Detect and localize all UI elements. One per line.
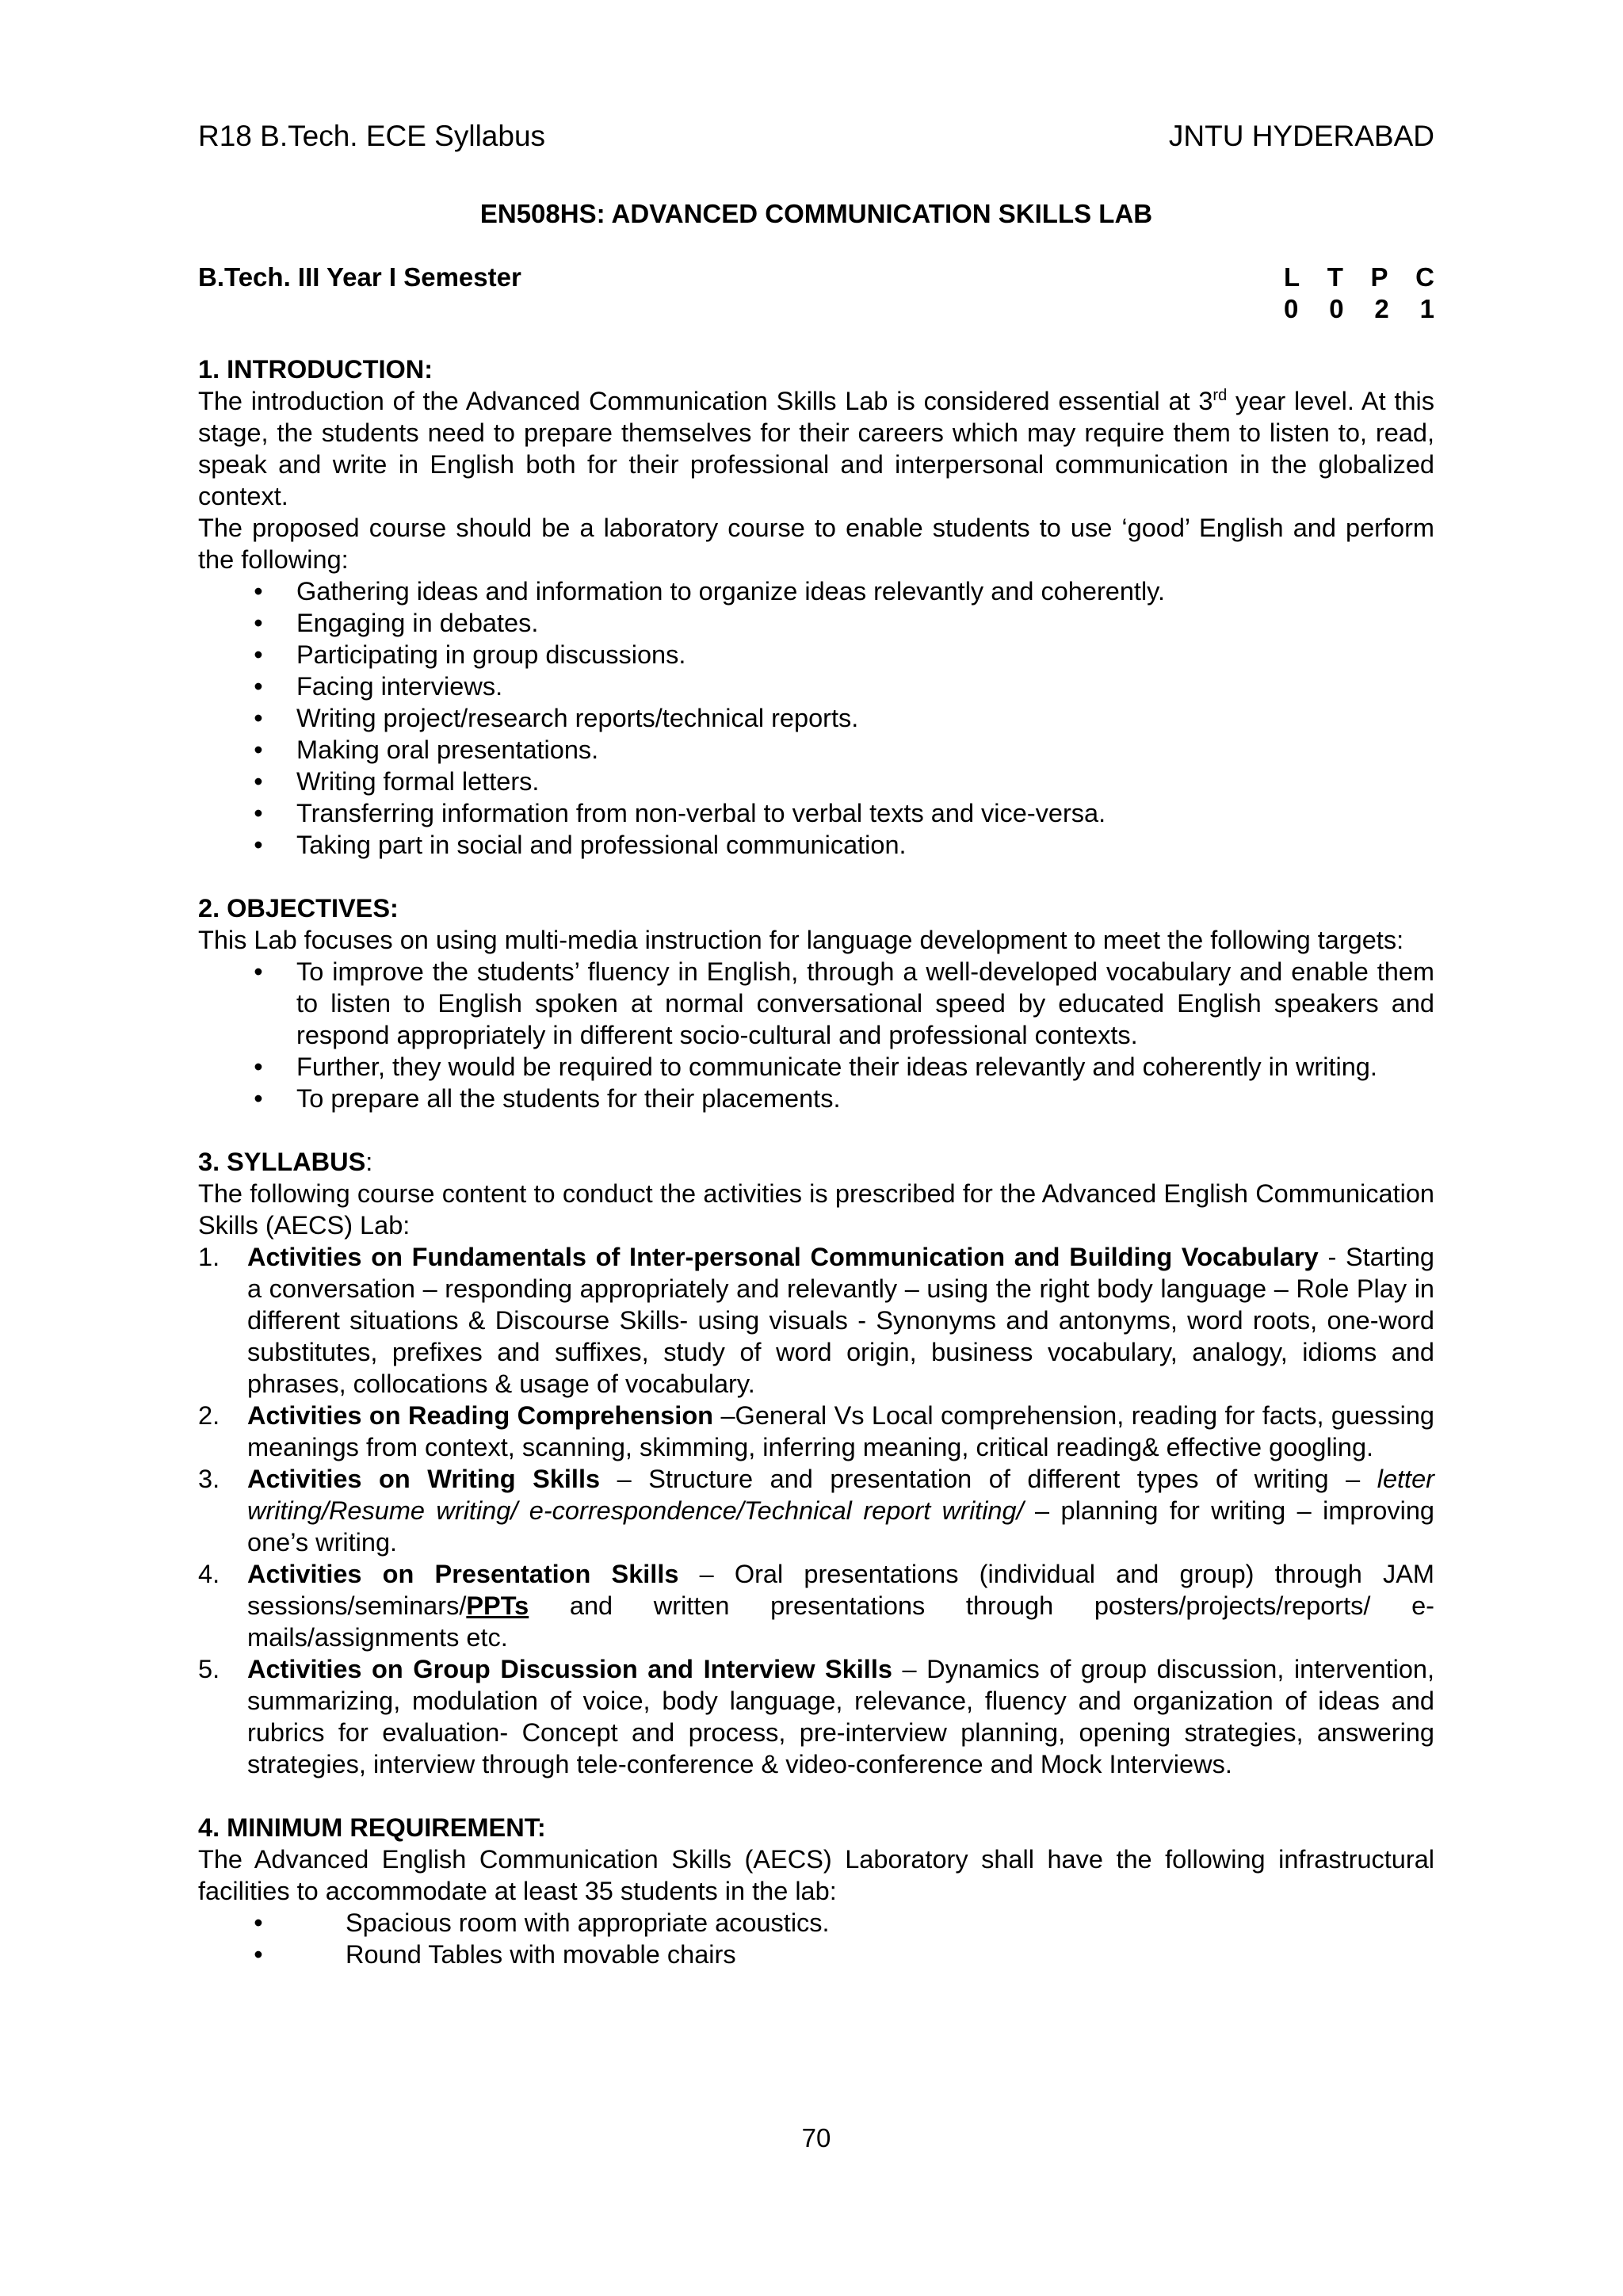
list-item-text: Taking part in social and professional communication. bbox=[296, 831, 907, 859]
bullet-icon: • bbox=[254, 1084, 263, 1113]
list-item-number: 1. bbox=[198, 1243, 220, 1271]
list-item bbox=[198, 829, 1434, 861]
ltpc-label-t: T bbox=[1327, 262, 1343, 292]
ltpc-value-c: 1 bbox=[1419, 294, 1434, 323]
activity-title: Activities on Presentation Skills bbox=[247, 1560, 679, 1588]
section-heading-syllabus-text: 3. SYLLABUS bbox=[198, 1148, 366, 1176]
ordinal-suffix: rd bbox=[1212, 387, 1228, 405]
activity-description-end: and written presentations through posters/projects/reports/ e-mails/assignments etc. bbox=[247, 1591, 1434, 1652]
section-heading-colon: : bbox=[365, 1148, 373, 1176]
list-item-number: 2. bbox=[198, 1401, 220, 1430]
syllabus-activity-list bbox=[198, 1241, 1434, 1780]
bullet-icon: • bbox=[254, 831, 263, 859]
list-item-text: Gathering ideas and information to organize ideas relevantly and coherently. bbox=[296, 577, 1166, 606]
document-body bbox=[198, 353, 1434, 1970]
activity-description: –General Vs Local comprehension, reading for facts, guessing meanings from context, scanning, skimming, inferring meaning, critical reading& effective googling. bbox=[247, 1401, 1435, 1461]
bullet-icon: • bbox=[254, 799, 263, 827]
list-item-number: 3. bbox=[198, 1465, 220, 1493]
list-item-text: To improve the students’ fluency in English, through a well-developed vocabulary and enable them to listen to English spoken at normal conversational speed by educated English speakers and respond appropriately in different socio-cultural and professional contexts. bbox=[296, 957, 1434, 1049]
section-heading-requirement: 4. MINIMUM REQUIREMENT: bbox=[198, 1813, 546, 1842]
list-item-text: Spacious room with appropriate acoustics. bbox=[346, 1908, 830, 1937]
list-item bbox=[198, 1558, 1434, 1653]
bullet-icon: • bbox=[254, 767, 263, 796]
introduction-text-a: The introduction of the Advanced Communication Skills Lab is considered essential at 3 bbox=[198, 387, 1213, 415]
ltpc-value-p: 2 bbox=[1374, 294, 1389, 323]
activity-title: Activities on Writing Skills bbox=[247, 1465, 601, 1493]
section-heading-objectives: 2. OBJECTIVES: bbox=[198, 894, 399, 923]
section-spacer bbox=[198, 1780, 1434, 1812]
activity-title: Activities on Reading Comprehension bbox=[247, 1401, 714, 1430]
bullet-icon: • bbox=[254, 1908, 263, 1937]
list-item bbox=[198, 766, 1434, 797]
list-item bbox=[198, 607, 1434, 639]
activity-description: - Starting a conversation – responding appropriately and relevantly – using the right body language – Role Play in different situations & Discourse Skills- using visuals - Synonyms and antonyms, word roots, one-word substitutes, prefixes and suffixes, study of word origin, business vocabulary, analogy, idioms and phrases, collocations & usage of vocabulary. bbox=[247, 1243, 1434, 1398]
list-item-text: Further, they would be required to communicate their ideas relevantly and coherently in writing. bbox=[296, 1052, 1377, 1081]
ltpc-label-c: C bbox=[1415, 262, 1434, 292]
activity-underlined-text: PPTs bbox=[466, 1591, 529, 1620]
list-item-text: Writing project/research reports/technical reports. bbox=[296, 704, 859, 732]
introduction-text-b: year level. At this stage, the students need to prepare themselves for their careers which may require them to listen to, read, speak and write in English both for their professional and interpersonal communication in the globalized context. bbox=[198, 387, 1434, 510]
list-item-text: Participating in group discussions. bbox=[296, 640, 686, 669]
bullet-icon: • bbox=[254, 640, 263, 669]
list-item bbox=[198, 734, 1434, 766]
list-item bbox=[198, 797, 1434, 829]
list-item bbox=[198, 1463, 1434, 1558]
bullet-icon: • bbox=[254, 1052, 263, 1081]
page-number: 70 bbox=[801, 2123, 831, 2153]
header-university: JNTU HYDERABAD bbox=[1168, 120, 1434, 152]
header-syllabus-name: R18 B.Tech. ECE Syllabus bbox=[198, 120, 546, 152]
syllabus-paragraph: The following course content to conduct the activities is prescribed for the Advanced English Communication Skills (AECS) Lab: bbox=[198, 1179, 1434, 1240]
list-item-text: To prepare all the students for their placements. bbox=[296, 1084, 841, 1113]
activity-description: – Structure and presentation of different types of writing – bbox=[600, 1465, 1377, 1493]
ltpc-labels-row bbox=[1284, 262, 1434, 293]
list-item bbox=[198, 1241, 1434, 1400]
ltpc-value-l: 0 bbox=[1284, 294, 1299, 323]
list-item bbox=[198, 956, 1434, 1051]
introduction-bullet-list bbox=[198, 575, 1434, 861]
ltpc-label-l: L bbox=[1284, 262, 1300, 292]
list-item bbox=[198, 1653, 1434, 1780]
bullet-icon: • bbox=[254, 735, 263, 764]
list-item bbox=[198, 1400, 1434, 1463]
section-spacer bbox=[198, 1114, 1434, 1146]
list-item-text: Engaging in debates. bbox=[296, 609, 539, 637]
list-item-text: Making oral presentations. bbox=[296, 735, 599, 764]
introduction-paragraph bbox=[198, 385, 1434, 512]
list-item bbox=[198, 639, 1434, 670]
list-item-text: Facing interviews. bbox=[296, 672, 503, 701]
ltpc-table bbox=[1284, 262, 1434, 325]
list-item bbox=[198, 702, 1434, 734]
bullet-icon: • bbox=[254, 672, 263, 701]
list-item-text: Writing formal letters. bbox=[296, 767, 540, 796]
list-item bbox=[198, 670, 1434, 702]
list-item-text: Round Tables with movable chairs bbox=[346, 1940, 736, 1969]
list-item-number: 5. bbox=[198, 1655, 220, 1683]
section-spacer bbox=[198, 861, 1434, 892]
bullet-icon: • bbox=[254, 609, 263, 637]
objectives-bullet-list bbox=[198, 956, 1434, 1114]
bullet-icon: • bbox=[254, 704, 263, 732]
requirement-paragraph: The Advanced English Communication Skills (AECS) Laboratory shall have the following infrastructural facilities to accommodate at least 35 students in the lab: bbox=[198, 1845, 1434, 1905]
course-title: EN508HS: ADVANCED COMMUNICATION SKILLS LAB bbox=[479, 199, 1153, 228]
requirement-bullet-list bbox=[198, 1907, 1434, 1970]
semester-label: B.Tech. III Year I Semester bbox=[198, 262, 521, 292]
activity-title: Activities on Group Discussion and Interview Skills bbox=[247, 1655, 892, 1683]
list-item bbox=[198, 1083, 1434, 1114]
list-item bbox=[198, 575, 1434, 607]
ltpc-label-p: P bbox=[1370, 262, 1388, 292]
section-heading-introduction: 1. INTRODUCTION: bbox=[198, 355, 433, 384]
list-item-number: 4. bbox=[198, 1560, 220, 1588]
ltpc-value-t: 0 bbox=[1329, 294, 1344, 323]
activity-title: Activities on Fundamentals of Inter-personal Communication and Building Vocabulary bbox=[247, 1243, 1319, 1271]
list-item bbox=[198, 1051, 1434, 1083]
list-item bbox=[198, 1939, 1434, 1970]
bullet-icon: • bbox=[254, 957, 263, 986]
activity-description: – Dynamics of group discussion, intervention, summarizing, modulation of voice, body language, relevance, fluency and organization of ideas and rubrics for evaluation- Concept and process, pre-interview planning, opening strategies, answering strategies, interview through tele-conference & video-conference and Mock Interviews. bbox=[247, 1655, 1434, 1778]
activity-italic-text: letter writing/Resume writing/ e-correspondence/Technical report writing/ bbox=[247, 1465, 1434, 1525]
ltpc-values-row bbox=[1284, 293, 1434, 325]
introduction-paragraph-2: The proposed course should be a laboratory course to enable students to use ‘good’ English and perform the following: bbox=[198, 514, 1434, 574]
section-heading-syllabus bbox=[198, 1146, 1434, 1178]
bullet-icon: • bbox=[254, 1940, 263, 1969]
activity-description-end: – planning for writing – improving one’s writing. bbox=[247, 1496, 1434, 1557]
bullet-icon: • bbox=[254, 577, 263, 606]
objectives-paragraph: This Lab focuses on using multi-media instruction for language development to meet the following targets: bbox=[198, 926, 1404, 954]
list-item bbox=[198, 1907, 1434, 1939]
activity-description: – Oral presentations (individual and group) through JAM sessions/seminars/ bbox=[247, 1560, 1435, 1620]
list-item-text: Transferring information from non-verbal to verbal texts and vice-versa. bbox=[296, 799, 1106, 827]
